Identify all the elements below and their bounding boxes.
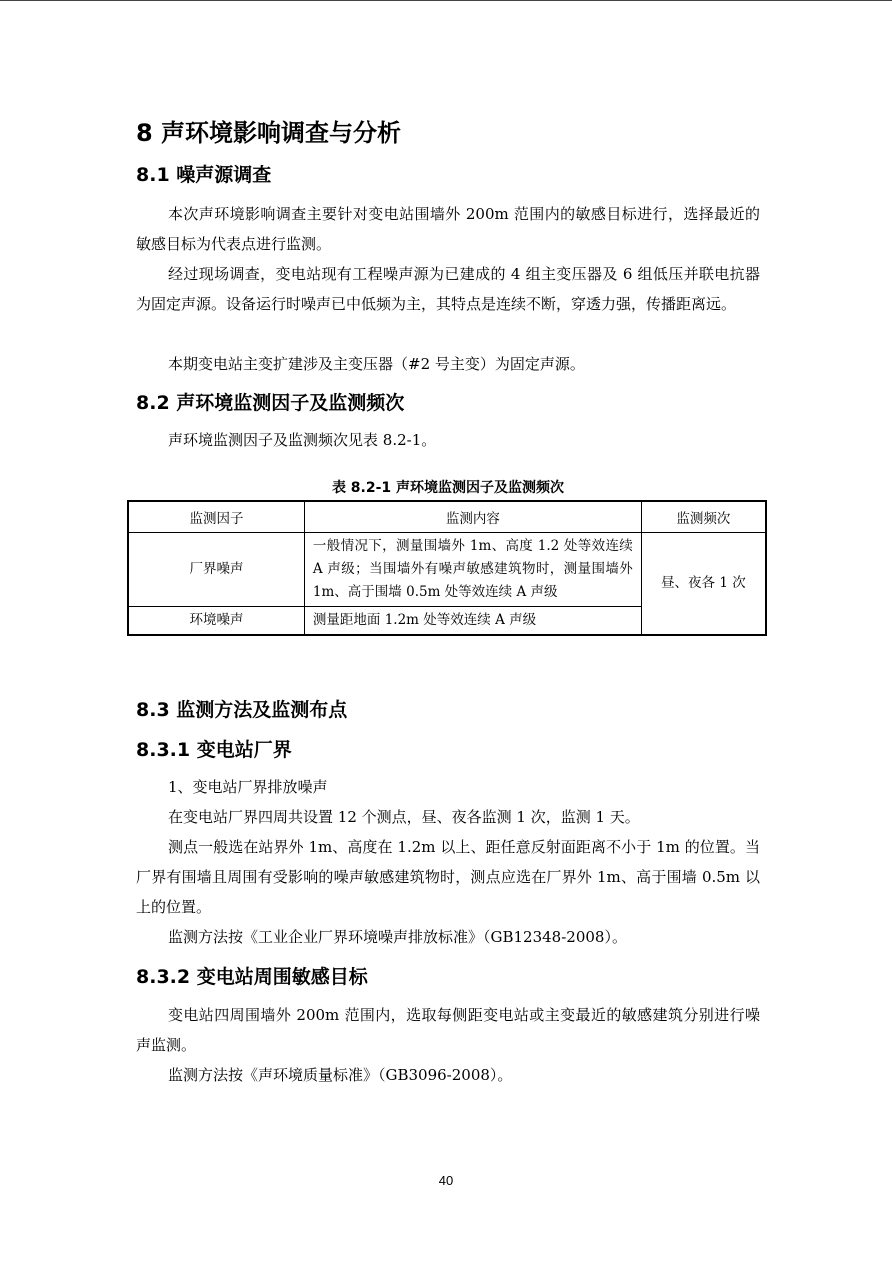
table-caption: 表 8.2-1 声环境监测因子及监测频次 — [331, 480, 565, 496]
section-8-3-2-title: 8.3.2 变电站周围敏感目标 — [136, 966, 368, 988]
section-8-3-1-title: 8.3.1 变电站厂界 — [136, 739, 292, 761]
section-8-3-title: 8.3 监测方法及监测布点 — [136, 699, 348, 721]
section-8-3-1-paragraph-2: 在变电站厂界四周共设置 12 个测点，昼、夜各监测 1 次，监测 1 天。 — [168, 808, 640, 826]
frequency-cell: 昼、夜各 1 次 — [641, 533, 766, 636]
header-monitoring-content: 监测内容 — [304, 501, 641, 533]
section-8-1-title: 8.1 噪声源调查 — [136, 164, 272, 186]
section-8-1-paragraph-3: 本期变电站主变扩建涉及主变压器（#2 号主变）为固定声源。 — [168, 355, 585, 373]
monitoring-table — [127, 500, 767, 636]
section-8-3-1-paragraph-1: 1、变电站厂界排放噪声 — [168, 778, 328, 796]
section-8-1-paragraph-1: 本次声环境影响调查主要针对变电站围墙外 200m 范围内的敏感目标进行，选择最近的敏感目标为代表点进行监测。 — [136, 205, 760, 253]
section-8-3-2-paragraph-2: 监测方法按《声环境质量标准》（GB3096-2008）。 — [168, 1066, 513, 1084]
row-factor: 环境噪声 — [128, 607, 304, 636]
section-8-3-1-paragraph-4: 监测方法按《工业企业厂界环境噪声排放标准》（GB12348-2008）。 — [168, 928, 627, 946]
section-8-3-1-paragraph-3: 测点一般选在站界外 1m、高度在 1.2m 以上、距任意反射面距离不小于 1m 的位置。当厂界有围墙且周围有受影响的噪声敏感建筑物时，测点应选在厂界外 1m、高于围墙 0.5m 以上的位置。 — [136, 838, 760, 916]
row-content: 测量距地面 1.2m 处等效连续 A 声级 — [304, 607, 641, 636]
top-border-line — [0, 0, 892, 1]
header-monitoring-factor: 监测因子 — [128, 501, 304, 533]
section-8-2-paragraph-1: 声环境监测因子及监测频次见表 8.2-1。 — [168, 431, 437, 449]
chapter-heading: 8 声环境影响调查与分析 — [136, 119, 402, 147]
section-8-2-title: 8.2 声环境监测因子及监测频次 — [136, 392, 405, 414]
row-content: 一般情况下，测量围墙外 1m、高度 1.2 处等效连续 A 声级；当围墙外有噪声敏感建筑物时，测量围墙外 1m、高于围墙 0.5m 处等效连续 A 声级 — [304, 533, 641, 607]
table-header-row — [128, 501, 766, 533]
section-8-1-paragraph-2: 经过现场调查，变电站现有工程噪声源为已建成的 4 组主变压器及 6 组低压并联电抗器为固定声源。设备运行时噪声已中低频为主，其特点是连续不断，穿透力强，传播距离远。 — [136, 265, 760, 313]
section-8-3-2-paragraph-1: 变电站四周围墙外 200m 范围内，选取每侧距变电站或主变最近的敏感建筑分别进行噪声监测。 — [136, 1006, 760, 1054]
table-row — [128, 533, 766, 607]
header-monitoring-frequency: 监测频次 — [641, 501, 766, 533]
row-factor: 厂界噪声 — [128, 533, 304, 607]
page-number: 40 — [438, 1173, 454, 1188]
